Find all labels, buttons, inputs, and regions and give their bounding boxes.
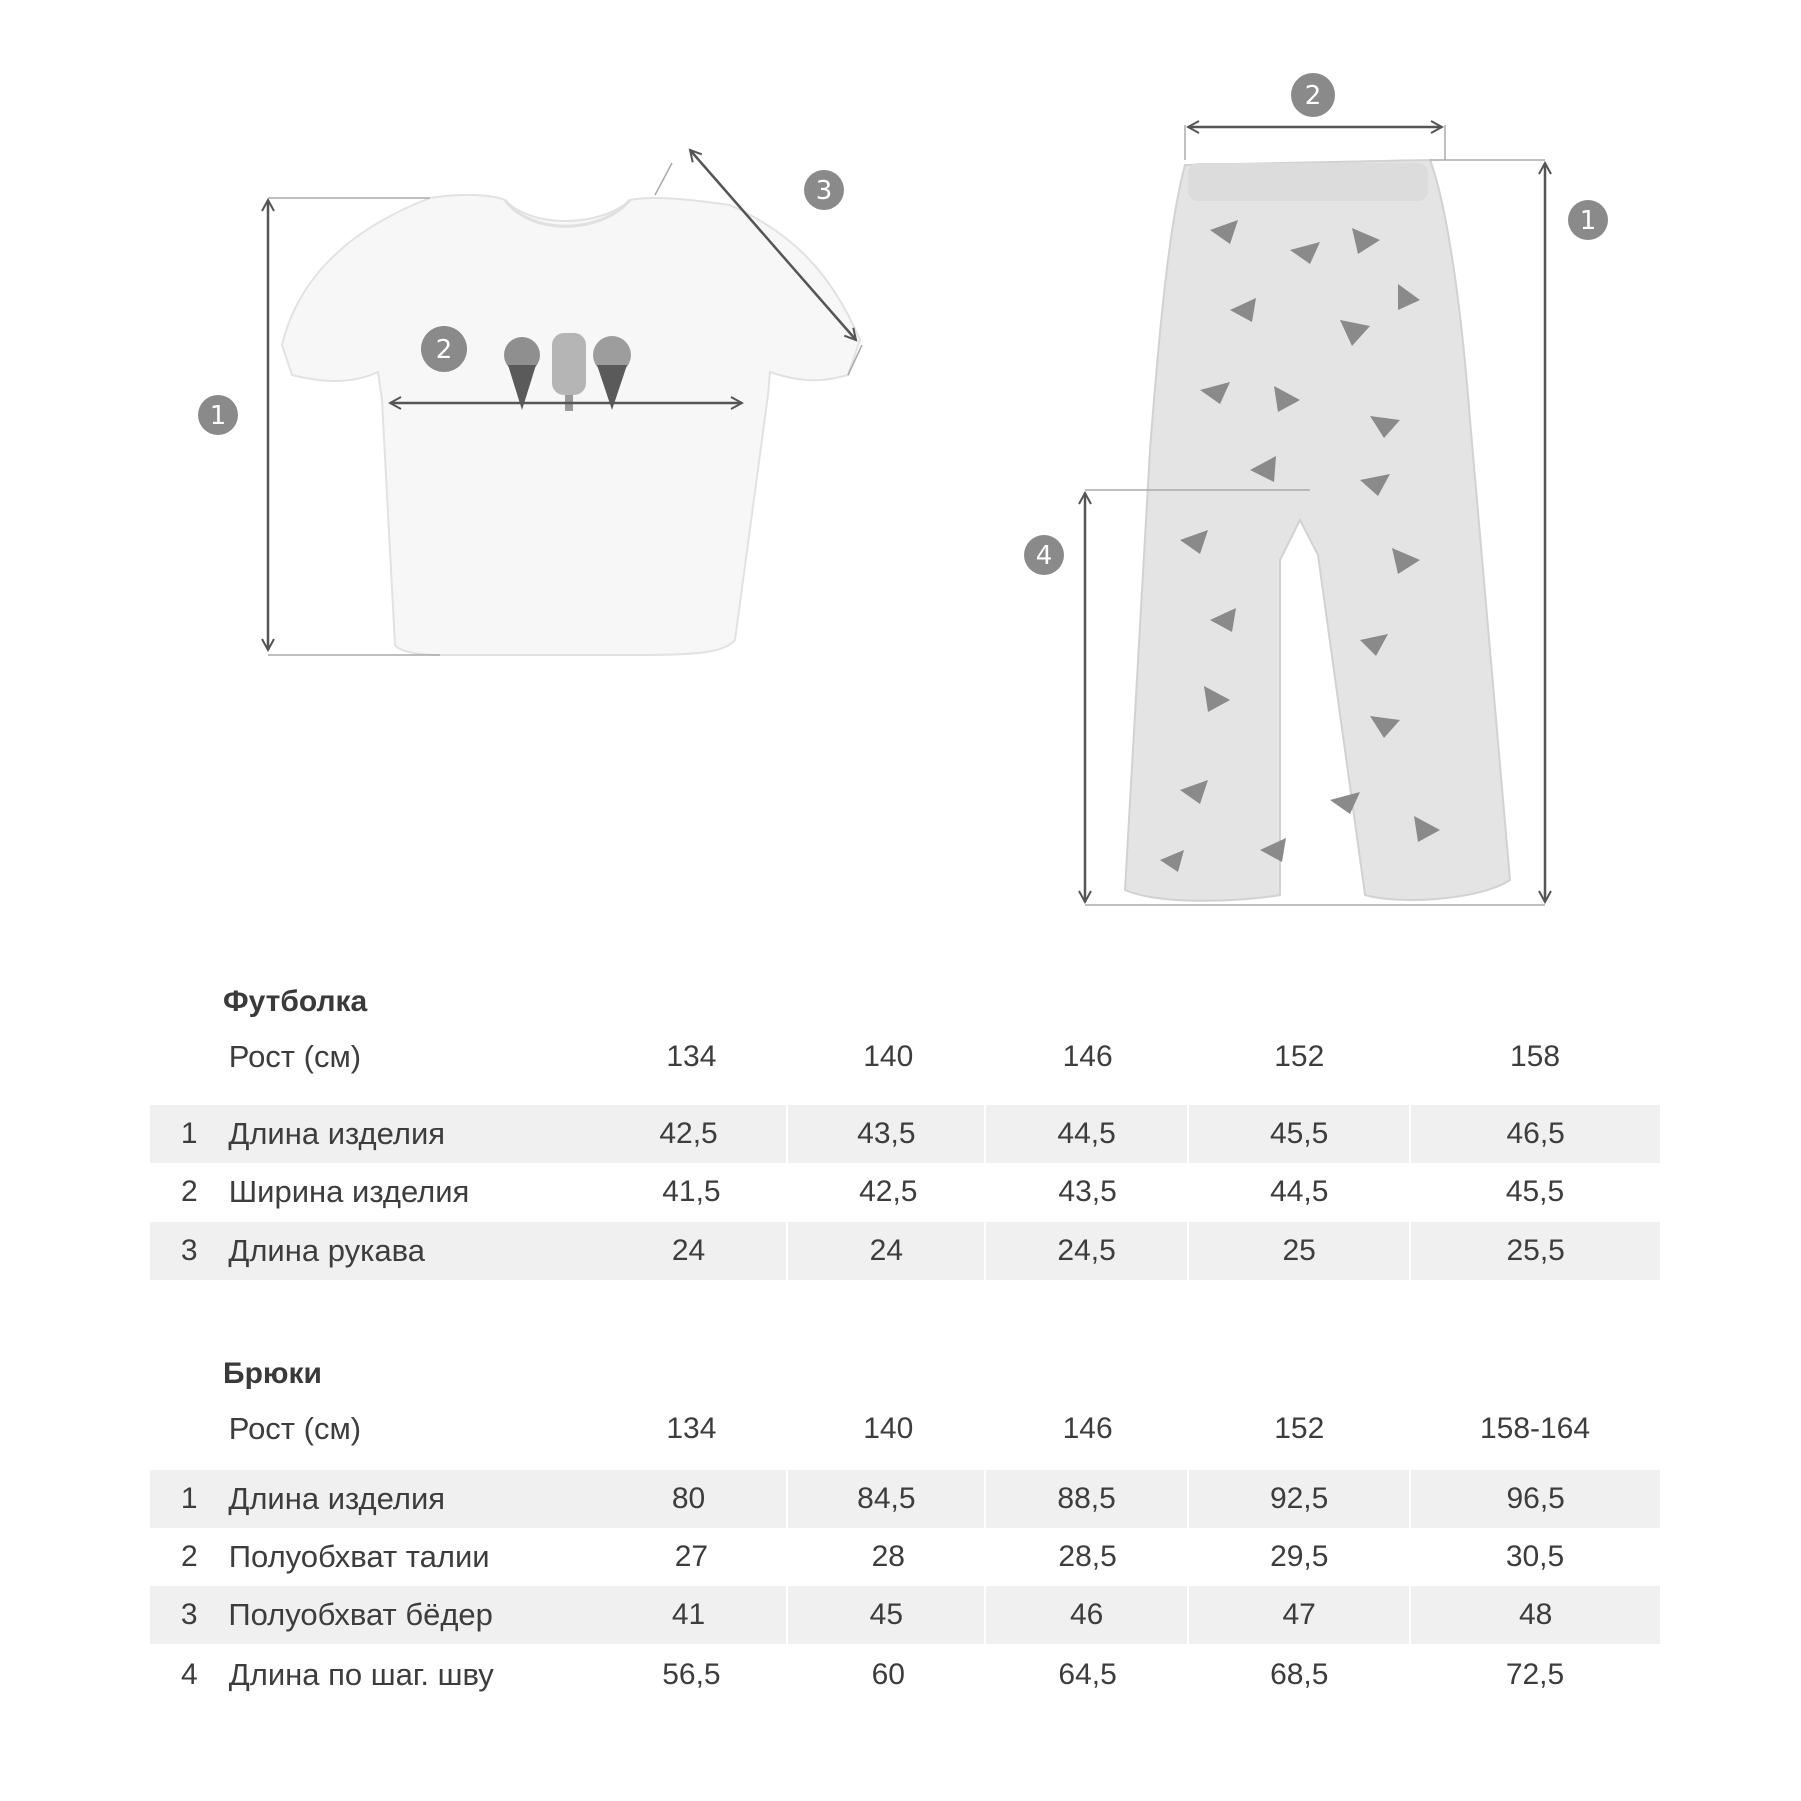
pants-table-title: Брюки — [223, 1357, 322, 1390]
table-cell: 28,5 — [1058, 1540, 1117, 1573]
size-header: 158-164 — [1479, 1412, 1591, 1445]
table-row — [150, 1646, 1660, 1704]
marker-badge — [804, 170, 844, 210]
table-cell: 45,5 — [1505, 1175, 1565, 1208]
size-header: 146 — [1062, 1040, 1113, 1073]
table-cell: 41 — [671, 1598, 706, 1631]
table-cell: 24 — [671, 1234, 706, 1267]
pants-size-table — [150, 1352, 1660, 1722]
table-cell: 92,5 — [1187, 1470, 1409, 1528]
size-header: 152 — [1274, 1040, 1325, 1073]
table-cell: 41,5 — [662, 1175, 721, 1208]
tshirt-table-title: Футболка — [223, 985, 368, 1018]
row-number: 2 — [181, 1175, 198, 1208]
row-label: Длина по шаг. шву — [228, 1657, 494, 1692]
size-header: 152 — [1274, 1412, 1325, 1445]
table-cell: 27 — [674, 1540, 709, 1573]
pants-image — [1125, 160, 1510, 901]
row-label: Полуобхват бёдер — [228, 1597, 493, 1632]
table-cell: 24 — [786, 1222, 984, 1280]
marker-badge — [421, 326, 467, 372]
table-row — [150, 1105, 1660, 1163]
table-row — [150, 1222, 1660, 1280]
row-number: 1 — [180, 1117, 198, 1150]
table-cell: 46 — [984, 1586, 1187, 1644]
marker-badge — [1291, 73, 1335, 117]
size-header: 134 — [666, 1412, 717, 1445]
marker-badge — [1024, 535, 1064, 575]
tshirt-image — [282, 195, 860, 655]
table-cell: 25,5 — [1409, 1222, 1660, 1280]
table-cell: 43,5 — [1058, 1175, 1117, 1208]
table-cell: 47 — [1187, 1586, 1409, 1644]
row-label: Длина изделия — [228, 1116, 446, 1151]
table-row — [150, 1163, 1660, 1221]
table-cell: 44,5 — [984, 1105, 1187, 1163]
svg-text:1: 1 — [1579, 206, 1597, 236]
table-cell: 44,5 — [1270, 1175, 1329, 1208]
table-cell: 68,5 — [1270, 1658, 1329, 1691]
row-label: Ширина изделия — [228, 1174, 470, 1209]
table-cell: 28 — [871, 1540, 905, 1573]
table-row — [150, 1470, 1660, 1528]
size-header: 146 — [1062, 1412, 1113, 1445]
svg-text:2: 2 — [1304, 81, 1322, 111]
table-cell: 60 — [871, 1658, 905, 1691]
table-header-row — [150, 1028, 1660, 1086]
table-cell: 64,5 — [1058, 1658, 1117, 1691]
table-header-row — [150, 1400, 1660, 1458]
row-label: Длина изделия — [228, 1481, 446, 1516]
size-header: 140 — [863, 1040, 914, 1073]
svg-text:2: 2 — [435, 335, 453, 365]
table-cell: 84,5 — [786, 1470, 984, 1528]
table-cell: 45 — [786, 1586, 984, 1644]
icecream-print — [504, 333, 631, 411]
table-row — [150, 1586, 1660, 1644]
marker-badge — [198, 395, 238, 435]
table-cell: 88,5 — [984, 1470, 1187, 1528]
row-number: 4 — [181, 1658, 198, 1691]
table-cell: 45,5 — [1187, 1105, 1409, 1163]
table-cell: 43,5 — [786, 1105, 984, 1163]
table-cell: 29,5 — [1270, 1540, 1329, 1573]
svg-text:1: 1 — [209, 401, 227, 431]
table-cell: 80 — [671, 1482, 706, 1515]
row-label: Полуобхват талии — [228, 1539, 490, 1574]
table-cell: 25 — [1187, 1222, 1409, 1280]
table-cell: 30,5 — [1505, 1540, 1565, 1573]
height-label: Рост (см) — [228, 1039, 362, 1074]
table-cell: 24,5 — [984, 1222, 1187, 1280]
table-cell: 48 — [1409, 1586, 1660, 1644]
table-cell: 72,5 — [1505, 1658, 1565, 1691]
table-cell: 46,5 — [1409, 1105, 1660, 1163]
size-header: 158 — [1509, 1040, 1561, 1073]
row-number: 3 — [180, 1234, 198, 1267]
row-label: Длина рукава — [228, 1233, 425, 1268]
size-header: 134 — [666, 1040, 717, 1073]
size-header: 140 — [863, 1412, 914, 1445]
table-cell: 42,5 — [659, 1117, 718, 1150]
table-cell: 96,5 — [1409, 1470, 1660, 1528]
row-number: 2 — [181, 1540, 198, 1573]
table-row — [150, 1528, 1660, 1586]
table-cell: 56,5 — [662, 1658, 721, 1691]
table-cell: 42,5 — [859, 1175, 918, 1208]
row-number: 3 — [180, 1598, 198, 1631]
row-number: 1 — [180, 1482, 198, 1515]
svg-text:3: 3 — [815, 176, 833, 206]
marker-badge — [1568, 200, 1608, 240]
height-label: Рост (см) — [228, 1411, 362, 1446]
tshirt-size-table — [150, 980, 1660, 1290]
svg-text:4: 4 — [1035, 541, 1053, 571]
